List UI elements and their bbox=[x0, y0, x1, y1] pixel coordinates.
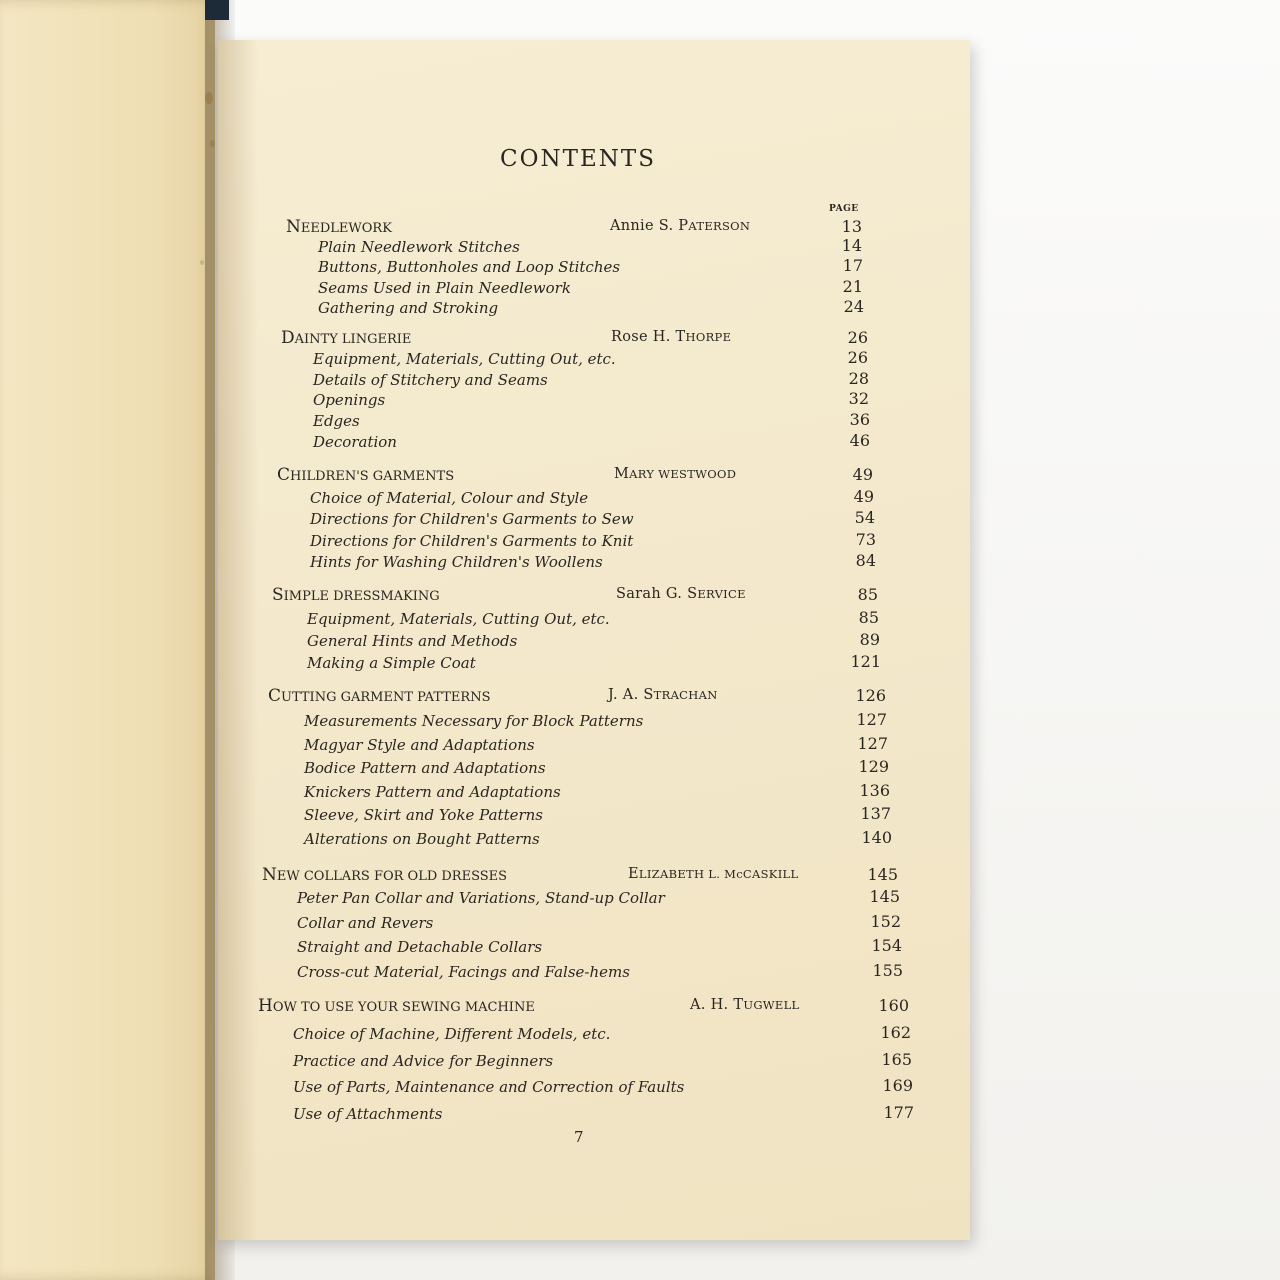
subsection-page-number: 14 bbox=[841, 236, 862, 255]
section-title-initial: H bbox=[258, 996, 273, 1016]
subsection-title: Making a Simple Coat bbox=[307, 654, 476, 672]
subsection-page-number: 165 bbox=[881, 1050, 912, 1069]
subsection-page-number: 28 bbox=[848, 369, 869, 388]
subsection-page-number: 169 bbox=[882, 1076, 913, 1095]
section-author-rest: TRACHAN bbox=[653, 688, 718, 702]
subsection-page-number: 140 bbox=[861, 828, 892, 847]
subsection-title: Bodice Pattern and Adaptations bbox=[304, 759, 546, 777]
subsection-page-number: 24 bbox=[843, 297, 864, 316]
section-author-rest: ATERSON bbox=[688, 219, 751, 233]
subsection-page-number: 26 bbox=[847, 348, 868, 367]
subsection-title: Hints for Washing Children's Woollens bbox=[310, 553, 603, 571]
subsection-page-number: 121 bbox=[850, 652, 881, 671]
section-page-number: 13 bbox=[841, 217, 862, 236]
subsection-title: Buttons, Buttonholes and Loop Stitches bbox=[318, 258, 621, 276]
subsection-page-number: 84 bbox=[855, 551, 876, 570]
subsection-page-number: 155 bbox=[872, 961, 903, 980]
section-author-initial: Sarah G. S bbox=[616, 586, 698, 602]
subsection-page-number: 85 bbox=[858, 608, 879, 627]
subsection-title: Gathering and Stroking bbox=[318, 299, 499, 317]
subsection-title: Collar and Revers bbox=[297, 914, 434, 932]
subsection-title: Practice and Advice for Beginners bbox=[293, 1052, 554, 1070]
section-title-rest: OW TO USE YOUR SEWING MACHINE bbox=[272, 1000, 535, 1015]
section-author-initial: A. H. T bbox=[690, 997, 744, 1013]
section-title bbox=[268, 686, 491, 706]
subsection-title: Use of Parts, Maintenance and Correction of Faults bbox=[293, 1078, 685, 1096]
section-author bbox=[614, 466, 736, 482]
section-page-number: 49 bbox=[852, 465, 873, 484]
subsection-title: Decoration bbox=[313, 433, 397, 451]
subsection-page-number: 145 bbox=[869, 887, 900, 906]
section-author bbox=[616, 586, 746, 602]
section-author-initial: E bbox=[628, 866, 639, 882]
subsection-title: Straight and Detachable Collars bbox=[297, 938, 543, 956]
section-title-initial: N bbox=[262, 865, 277, 885]
subsection-page-number: 54 bbox=[854, 508, 875, 527]
subsection-page-number: 162 bbox=[880, 1023, 911, 1042]
section-page-number: 160 bbox=[878, 996, 909, 1015]
page-fold-shadow bbox=[218, 40, 258, 1240]
subsection-title: Alterations on Bought Patterns bbox=[304, 830, 540, 848]
section-title-initial: C bbox=[268, 686, 282, 706]
section-page-number: 126 bbox=[855, 686, 886, 705]
subsection-title: Openings bbox=[313, 391, 386, 409]
section-page-number: 145 bbox=[867, 865, 898, 884]
section-author bbox=[628, 866, 798, 882]
foxing-spot bbox=[200, 260, 204, 265]
section-page-number: 85 bbox=[857, 585, 878, 604]
subsection-page-number: 36 bbox=[849, 410, 870, 429]
subsection-title: Knickers Pattern and Adaptations bbox=[304, 783, 561, 801]
section-author-rest: HORPE bbox=[685, 330, 732, 344]
subsection-title: Equipment, Materials, Cutting Out, etc. bbox=[307, 610, 610, 628]
section-author-initial: Rose H. T bbox=[611, 329, 686, 345]
subsection-page-number: 32 bbox=[848, 389, 869, 408]
section-author bbox=[610, 218, 750, 234]
subsection-title: Cross-cut Material, Facings and False-hems bbox=[297, 963, 630, 981]
section-title-initial: S bbox=[272, 585, 284, 605]
page-title: CONTENTS bbox=[500, 146, 656, 172]
section-author-rest: UGWELL bbox=[743, 998, 800, 1012]
book-cover-corner bbox=[205, 0, 229, 20]
subsection-title: Sleeve, Skirt and Yoke Patterns bbox=[304, 806, 544, 824]
section-page-number: 26 bbox=[847, 328, 868, 347]
subsection-page-number: 177 bbox=[883, 1103, 914, 1122]
subsection-page-number: 127 bbox=[857, 734, 888, 753]
section-author bbox=[608, 687, 718, 703]
section-author-rest: LIZABETH L. McCASKILL bbox=[638, 867, 799, 881]
section-title bbox=[286, 217, 392, 237]
section-title-rest: AINTY LINGERIE bbox=[294, 332, 412, 347]
section-title bbox=[258, 996, 535, 1016]
section-title-rest: HILDREN'S GARMENTS bbox=[290, 469, 455, 484]
subsection-page-number: 154 bbox=[871, 936, 902, 955]
subsection-page-number: 129 bbox=[858, 757, 889, 776]
subsection-page-number: 127 bbox=[856, 710, 887, 729]
subsection-title: Details of Stitchery and Seams bbox=[313, 371, 548, 389]
section-title-initial: C bbox=[277, 465, 291, 485]
section-author-initial: Annie S. P bbox=[610, 218, 689, 234]
subsection-title: Peter Pan Collar and Variations, Stand-up Collar bbox=[297, 889, 665, 907]
section-title bbox=[262, 865, 507, 885]
page-column-label: PAGE bbox=[829, 204, 859, 214]
subsection-page-number: 137 bbox=[860, 804, 891, 823]
section-author-rest: ERVICE bbox=[697, 587, 746, 601]
subsection-title: Equipment, Materials, Cutting Out, etc. bbox=[313, 350, 616, 368]
section-title-initial: N bbox=[286, 217, 301, 237]
subsection-title: Seams Used in Plain Needlework bbox=[318, 279, 571, 297]
section-author bbox=[690, 997, 800, 1013]
facing-page bbox=[0, 0, 215, 1280]
subsection-title: Choice of Machine, Different Models, etc. bbox=[293, 1025, 611, 1043]
subsection-title: Use of Attachments bbox=[293, 1105, 443, 1123]
subsection-title: Directions for Children's Garments to Knit bbox=[310, 532, 634, 550]
subsection-page-number: 152 bbox=[870, 912, 901, 931]
subsection-title: General Hints and Methods bbox=[307, 632, 518, 650]
subsection-title: Edges bbox=[313, 412, 360, 430]
section-title-rest: EW COLLARS FOR OLD DRESSES bbox=[276, 869, 508, 884]
section-title bbox=[272, 585, 440, 605]
subsection-page-number: 73 bbox=[855, 530, 876, 549]
subsection-title: Choice of Material, Colour and Style bbox=[310, 489, 589, 507]
section-author bbox=[611, 329, 731, 345]
section-title bbox=[277, 465, 454, 485]
subsection-page-number: 21 bbox=[842, 277, 863, 296]
subsection-title: Plain Needlework Stitches bbox=[318, 238, 520, 256]
section-title-rest: EEDLEWORK bbox=[300, 221, 392, 236]
section-title-rest: UTTING GARMENT PATTERNS bbox=[281, 690, 491, 705]
subsection-title: Magyar Style and Adaptations bbox=[304, 736, 535, 754]
section-title bbox=[281, 328, 411, 348]
subsection-page-number: 136 bbox=[859, 781, 890, 800]
section-author-initial: M bbox=[614, 466, 630, 482]
section-title-initial: D bbox=[281, 328, 295, 348]
subsection-title: Directions for Children's Garments to Sew bbox=[310, 510, 634, 528]
subsection-title: Measurements Necessary for Block Patterns bbox=[304, 712, 644, 730]
section-title-rest: IMPLE DRESSMAKING bbox=[283, 589, 440, 604]
subsection-page-number: 17 bbox=[842, 256, 863, 275]
subsection-page-number: 49 bbox=[853, 487, 874, 506]
subsection-page-number: 46 bbox=[849, 431, 870, 450]
subsection-page-number: 89 bbox=[859, 630, 880, 649]
section-author-rest: ARY WESTWOOD bbox=[629, 467, 737, 481]
section-author-initial: J. A. S bbox=[608, 687, 654, 703]
page-number: 7 bbox=[574, 1128, 584, 1146]
